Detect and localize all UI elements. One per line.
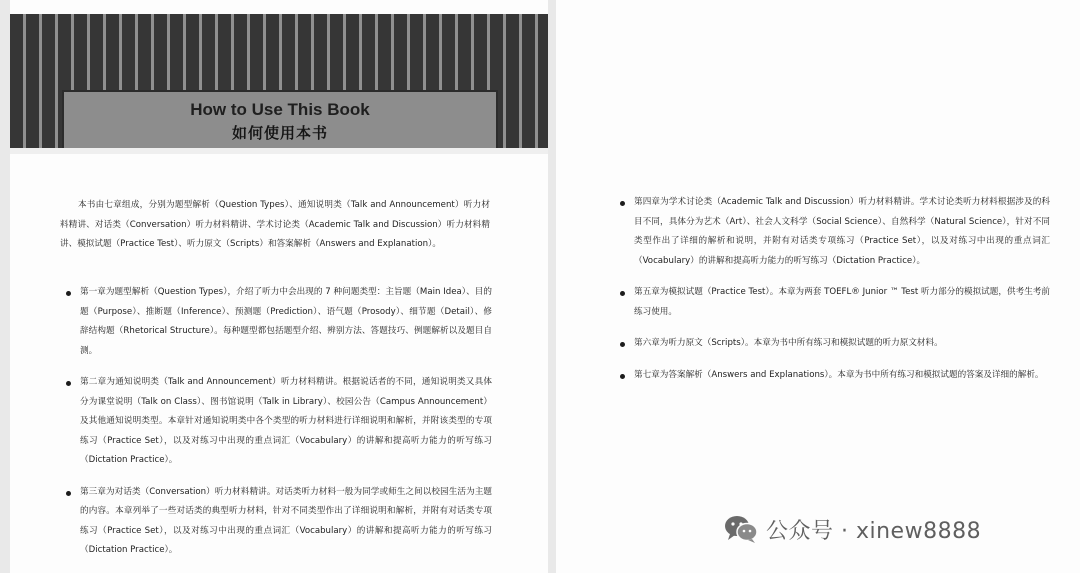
left-page — [10, 0, 548, 573]
bullet-chapter-4 — [614, 193, 1050, 271]
bullet-chapter-1 — [60, 283, 492, 361]
bullet-text: 第二章为通知说明类（Talk and Announcement）听力材料精讲。根据说话者的不同，通知说明类又具体分为课堂说明（Talk on Class）、图书馆说明（Talk in Library）、校园公告（Campus Announcement）及其他通知说明类型。本章针对通知说明类中各个类型的听力材料进行详细说明和解析，并附该类型的专项练习（Practice Set），以及对练习中出现的重点词汇（Vocabulary）的讲解和提高听力能力的听写练习（Dictation Practice）。 — [80, 377, 492, 465]
bullet-text: 第五章为模拟试题（Practice Test）。本章为两套 TOEFL® Junior ™ Test 听力部分的模拟试题，供考生考前练习使用。 — [634, 287, 1050, 317]
bullet-chapter-2 — [60, 373, 492, 471]
title-english: How to Use This Book — [190, 100, 370, 119]
banner-title-box — [62, 90, 498, 148]
wechat-logo-icon — [724, 514, 758, 544]
right-page — [556, 0, 1080, 573]
bullet-chapter-7 — [614, 366, 1050, 386]
bullet-chapter-6 — [614, 334, 1050, 354]
right-bullet-list — [614, 193, 1050, 397]
bullet-chapter-3 — [60, 483, 492, 561]
watermark — [724, 512, 981, 546]
intro-paragraph: 本书由七章组成，分别为题型解析（Question Types）、通知说明类（Talk and Announcement）听力材料精讲、对话类（Conversation）听力材料精讲、学术讨论类（Academic Talk and Discussion）听力材料精讲、模拟试题（Practice Test）、听力原文（Scripts）和答案解析（Answers and Explanation）。 — [60, 200, 490, 249]
bullet-text: 第六章为听力原文（Scripts）。本章为书中所有练习和模拟试题的听力原文材料。 — [634, 338, 943, 348]
bullet-text: 第七章为答案解析（Answers and Explanations）。本章为书中所有练习和模拟试题的答案及详细的解析。 — [634, 369, 1044, 380]
bullet-dot-icon — [620, 201, 625, 206]
bullet-dot-icon — [66, 491, 71, 496]
bullet-dot-icon — [620, 291, 625, 296]
bullet-dot-icon — [620, 342, 625, 347]
watermark-text: 公众号 · xinew8888 — [766, 518, 982, 544]
bullet-dot-icon — [66, 381, 71, 386]
title-chinese: 如何使用本书 — [231, 124, 328, 142]
bullet-chapter-5 — [614, 283, 1050, 322]
bullet-text: 第三章为对话类（Conversation）听力材料精讲。对话类听力材料一般为同学或师生之间以校园生活为主题的内容。本章列举了一些对话类的典型听力材料，针对不同类型作出了详细说明和解析，并附有对话类专项练习（Practice Set），以及对练习中出现的重点词汇（Vocabulary）的讲解和提高听力能力的听写练习（Dictation Practice）。 — [80, 486, 492, 555]
bullet-dot-icon — [620, 374, 625, 379]
bullet-text: 第四章为学术讨论类（Academic Talk and Discussion）听力材料精讲。学术讨论类听力材料根据涉及的科目不同，具体分为艺术（Art）、社会人文科学（Social Science）、自然科学（Natural Science），针对不同类型作出了详细的解析和说明，并附有对话类专项练习（Practice Set），以及对练习中出现的重点词汇（Vocabulary）的讲解和提高听力能力的听写练习（Dictation Practice）。 — [634, 197, 1050, 266]
header-banner — [10, 14, 548, 148]
left-bullet-list — [60, 283, 492, 573]
banner-bottom-band — [10, 148, 548, 154]
bullet-text: 第一章为题型解析（Question Types），介绍了听力中会出现的 7 种问题类型：主旨题（Main Idea）、目的题（Purpose）、推断题（Inference）、预测题（Prediction）、语气题（Prosody）、细节题（Detail）、修辞结构题（Rhetorical Structure）。每种题型都包括题型介绍、辨别方法、答题技巧、例题解析以及题目自测。 — [80, 287, 492, 356]
bullet-dot-icon — [66, 291, 71, 296]
